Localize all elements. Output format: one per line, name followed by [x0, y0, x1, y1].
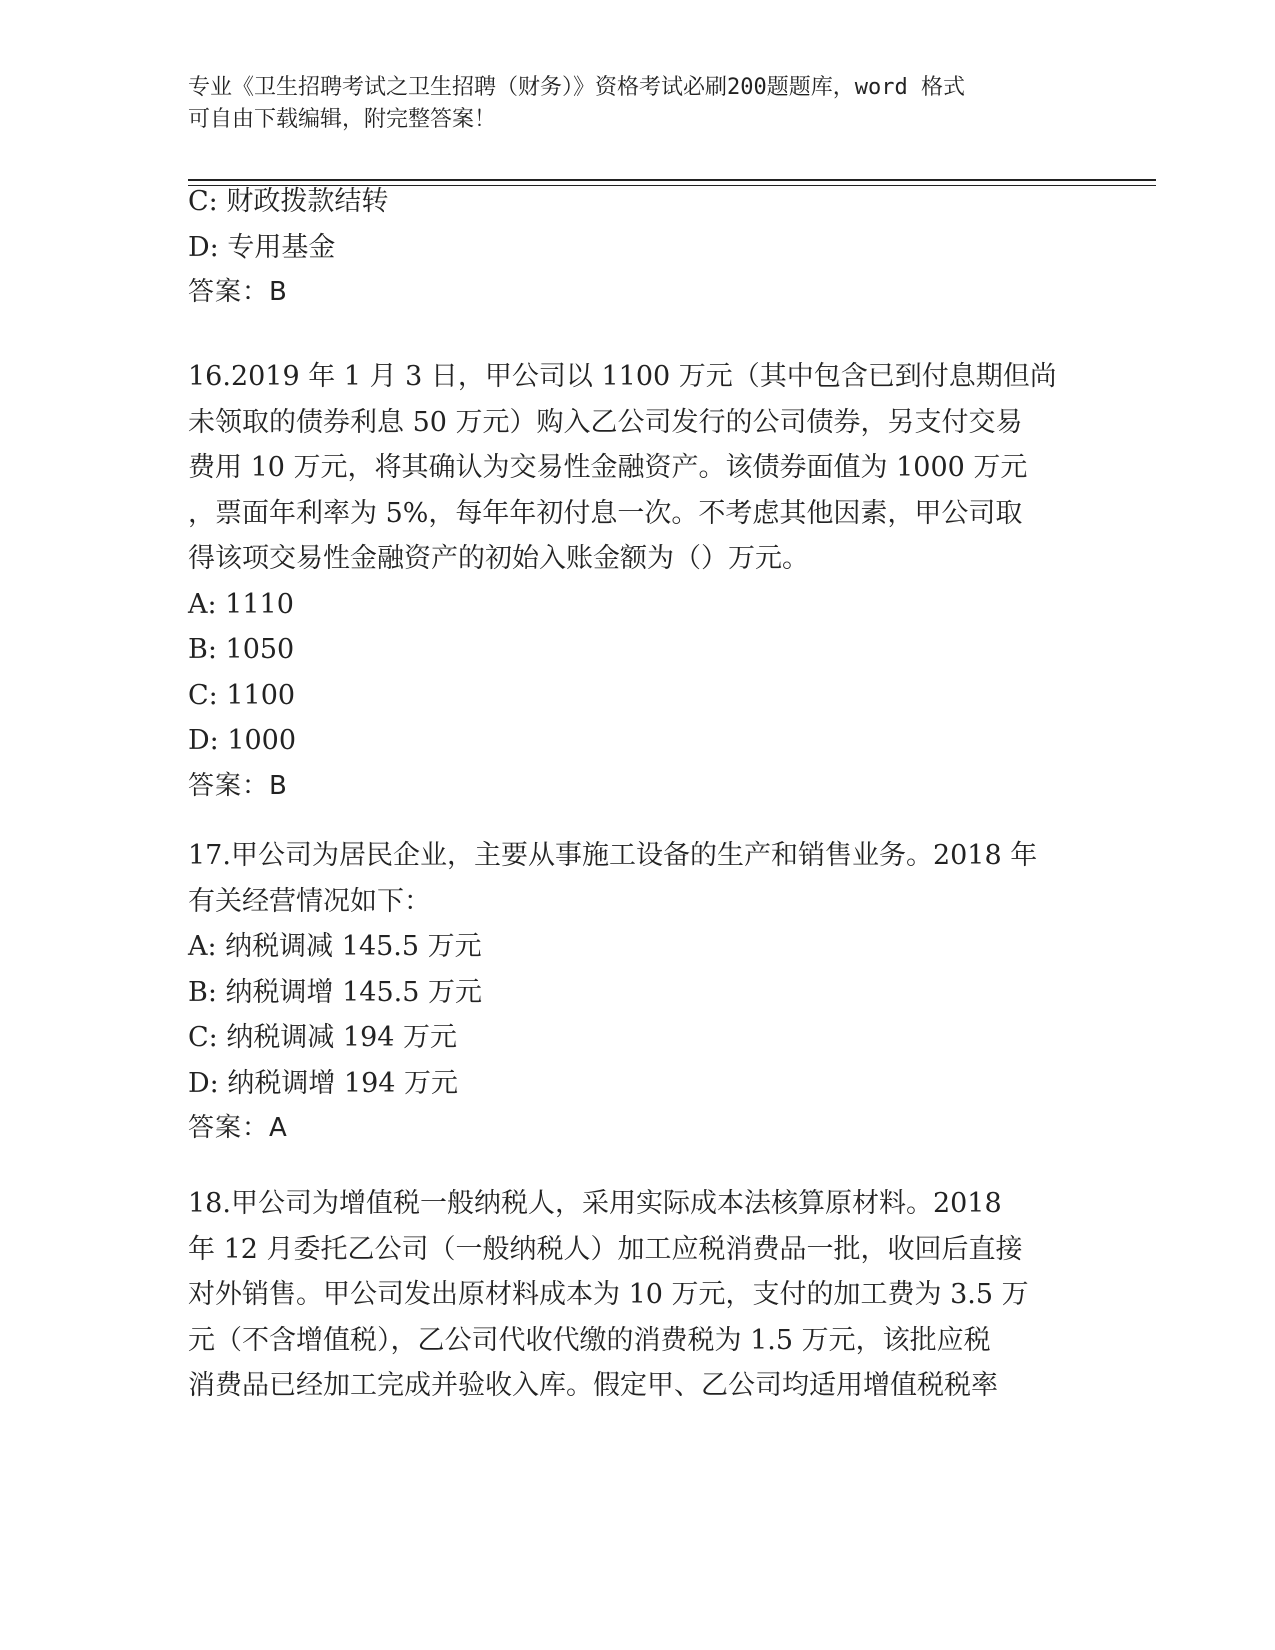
question-text-line: 年 12 月委托乙公司（一般纳税人）加工应税消费品一批，收回后直接 — [188, 1233, 1023, 1265]
option-d: D: 专用基金 — [188, 231, 336, 263]
header-line-2: 可自由下载编辑，附完整答案！ — [188, 107, 497, 132]
option-a: A: 纳税调减 145.5 万元 — [188, 931, 482, 962]
answer: 答案：B — [188, 770, 288, 801]
option-c: C: 1100 — [188, 679, 296, 711]
previous-question-tail — [188, 179, 1068, 316]
question-text-line: ，票面年利率为 5%，每年年初付息一次。不考虑其他因素，甲公司取 — [188, 497, 1023, 529]
option-d: D: 1000 — [188, 725, 297, 756]
option-c: C: 财政拨款结转 — [188, 186, 389, 217]
document-header — [188, 72, 1088, 136]
question-text-line: 元（不含增值税），乙公司代收代缴的消费税为 1.5 万元，该批应税 — [188, 1324, 991, 1356]
question-16 — [188, 354, 1068, 809]
question-text-line: 有关经营情况如下： — [188, 885, 431, 917]
question-text-line: 得该项交易性金融资产的初始入账金额为（）万元。 — [188, 543, 809, 574]
question-text-line: 17.甲公司为居民企业，主要从事施工设备的生产和销售业务。2018 年 — [188, 840, 1038, 871]
question-18 — [188, 1181, 1068, 1409]
question-text-line: 消费品已经加工完成并验收入库。假定甲、乙公司均适用增值税税率 — [188, 1370, 998, 1401]
question-text-line: 费用 10 万元，将其确认为交易性金融资产。该债券面值为 1000 万元 — [188, 452, 1028, 483]
question-text-line: 18.甲公司为增值税一般纳税人，采用实际成本法核算原材料。2018 — [188, 1188, 1002, 1219]
question-text-line: 16.2019 年 1 月 3 日，甲公司以 1100 万元（其中包含已到付息期但尚 — [188, 361, 1057, 392]
option-b: B: 1050 — [188, 634, 295, 665]
question-17 — [188, 833, 1068, 1152]
question-text-line: 对外销售。甲公司发出原材料成本为 10 万元，支付的加工费为 3.5 万 — [188, 1279, 1029, 1310]
header-line-1: 专业《卫生招聘考试之卫生招聘（财务）》资格考试必刷200题题库，word 格式 — [188, 75, 965, 100]
option-c: C: 纳税调减 194 万元 — [188, 1022, 458, 1053]
option-a: A: 1110 — [188, 588, 294, 620]
answer: 答案：A — [188, 1113, 288, 1143]
option-b: B: 纳税调增 145.5 万元 — [188, 976, 482, 1008]
question-text-line: 未领取的债券利息 50 万元）购入乙公司发行的公司债券，另支付交易 — [188, 406, 1023, 438]
option-d: D: 纳税调增 194 万元 — [188, 1067, 459, 1099]
answer: 答案：B — [188, 277, 288, 307]
